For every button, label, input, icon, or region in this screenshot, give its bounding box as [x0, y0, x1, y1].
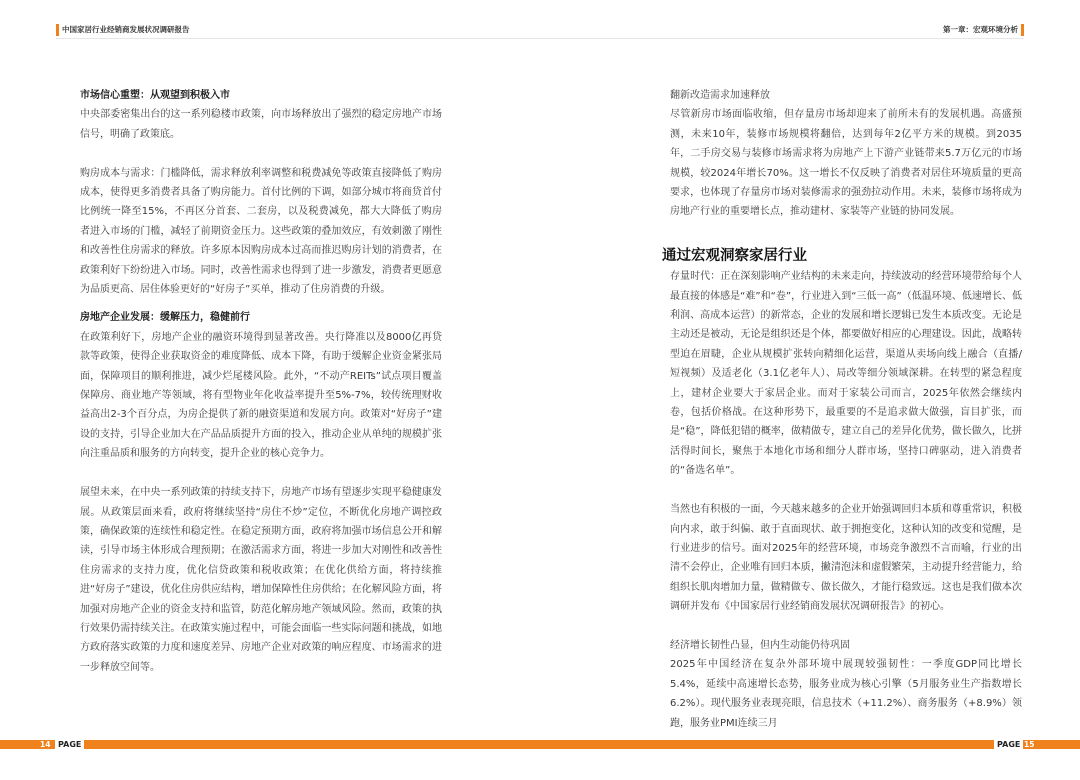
header-report-title: 中国家居行业经销商发展状况调研报告	[62, 25, 190, 34]
paragraph-purchase-cost: 购房成本与需求：门槛降低，需求释放利率调整和税费减免等政策直接降低了购房成本，使得更多消费者具备了购房能力。首付比例的下调，如部分城市将商贷首付比例统一降至15%，不再区分首套、二套房，以及税费减免，都大大降低了购房者进入市场的门槛，减轻了前期资金压力。这些政策的叠加效应，有效刺激了刚性和改善性住房需求的释放。许多原本因购房成本过高而推迟购房计划的消费者，在政策利好下纷纷进入市场。同时，改善性需求也得到了进一步激发，消费者更愿意为品质更高、居住体验更好的“好房子”买单，推动了住房消费的升级。	[80, 167, 442, 296]
header-accent-bar-right	[1021, 24, 1024, 36]
paragraph-policy-signal: 中央部委密集出台的这一系列稳楼市政策，向市场释放出了强烈的稳定房地产市场信号，明确了政策底。	[80, 109, 442, 140]
paragraph-stock-era: 存量时代：正在深刻影响产业结构的未来走向，持续波动的经营环境带给每个人最直接的体感是“难”和“卷”，行业进入到“三低一高”（低温环境、低速增长、低利润、高成本运营）的新常态，企业的发展和增长逻辑已发生本质改变。无论是主动还是被动，无论是组织还是个体，都要做好相应的心理建设。因此，战略转型迫在眉睫，企业从规模扩张转向精细化运营，渠道从卖场向线上融合（直播/短视频）及适老化（3.1亿老年人）、局改等细分领域深耕。在转型的紧急程度上，建材企业要大于家居企业。而对于家装公司而言，2025年依然会继续内卷，包括价格战。在这种形势下，最重要的不是追求做大做强，盲目扩张，而是“稳”，降低犯错的概率，做精做专，建立自己的差异化优势，做长做久，比拼活得时间长，聚焦于本地化市场和细分人群市场，坚持口碑驱动，进入消费者的“备选名单”。	[670, 271, 1022, 477]
header-chapter-title: 第一章：宏观环境分析	[943, 25, 1018, 34]
paragraph-renovation: 尽管新房市场面临收缩，但存量房市场却迎来了前所未有的发展机遇。高盛预测，未来10年，装修市场规模将翻倍，达到每年2亿平方米的规模。到2035年，二手房交易与装修市场需求将为房地产上下游产业链带来5.7万亿元的市场规模，较2024年增长70%。这一增长不仅反映了消费者对居住环境质量的更高要求，也体现了存量房市场对装修需求的强劲拉动作用。未来，装修市场将成为房地产行业的重要增长点，推动建材、家装等产业链的协同发展。	[670, 109, 1022, 218]
page-number-left: 14	[40, 740, 51, 749]
paragraph-outlook: 展望未来，在中央一系列政策的持续支持下，房地产市场有望逐步实现平稳健康发展。从政策层面来看，政府将继续坚持“房住不炒”定位，不断优化房地产调控政策，确保政策的连续性和稳定性。在稳定预期方面，政府将加强市场信息公开和解读，引导市场主体形成合理预期；在激活需求方面，将进一步加大对刚性和改善性住房需求的支持力度，优化信贷政策和税收政策；在优化供给方面，将持续推进“好房子”建设，优化住房供应结构，增加保障性住房供给；在化解风险方面，将加强对房地产企业的资金支持和监管，防范化解房地产领域风险。然而，政策的执行效果仍需持续关注。在政策实施过程中，可能会面临一些实际问题和挑战，如地方政府落实政策的力度和速度差异、房地产企业对政策的响应程度、市场需求的进一步释放空间等。	[80, 487, 442, 673]
subheading-economy: 经济增长韧性凸显，但内生动能仍待巩固	[670, 639, 850, 651]
subheading-renovation: 翻新改造需求加速释放	[670, 90, 770, 101]
header-divider	[56, 38, 1024, 39]
page-label-left: PAGE	[55, 740, 84, 749]
paragraph-financing: 在政策利好下，房地产企业的融资环境得到显著改善。央行降准以及8000亿再贷款等政策，使得企业获取资金的难度降低、成本下降，有助于缓解企业资金紧张局面，保障项目的顺利推进，减少烂尾楼风险。此外，“不动产REITs”试点项目覆盖保障房、商业地产等领域，将有型物业年化收益率提升至5%-7%，较传统理财收益高出2-3个百分点，为房企提供了新的融资渠道和发展方向。政策对“好房子”建设的支持，引导企业加大在产品品质提升方面的投入，推动企业从单纯的规模扩张向注重品质和服务的方向转变，提升企业的核心竞争力。	[80, 331, 442, 460]
right-page-column	[658, 86, 1022, 733]
paragraph-positive-side: 当然也有积极的一面，今天越来越多的企业开始强调回归本质和尊重常识，积极向内求，敢于纠偏、敢于直面现状、敢于拥抱变化，这种认知的改变和觉醒，是行业进步的信号。面对2025年的经营环境，市场竞争激烈不言而喻，行业的出清不会停止，企业唯有回归本质，撇清泡沫和虚假繁荣，主动提升经营能力，给组织长肌肉增加力量，做精做专、做长做久，才能行稳致远。这也是我们做本次调研并发布《中国家居行业经销商发展状况调研报告》的初心。	[670, 504, 1022, 613]
page-label-right: PAGE	[994, 740, 1023, 749]
paragraph-economy: 2025年中国经济在复杂外部环境中展现较强韧性：一季度GDP同比增长5.4%，延续中高速增长态势，服务业成为核心引擎（5月服务业生产指数增长6.2%）。现代服务业表现亮眼，信息技术（+11.2%）、商务服务（+8.9%）领跑，服务业PMI连续三月	[670, 659, 1022, 729]
section-heading-market-confidence: 市场信心重塑：从观望到积极入市	[80, 90, 230, 101]
header-accent-bar-left	[56, 24, 59, 36]
page-number-right: 15	[1024, 740, 1035, 749]
section-heading-developer: 房地产企业发展：缓解压力，稳健前行	[80, 312, 250, 324]
left-page-column	[68, 86, 442, 677]
main-section-heading: 通过宏观洞察家居行业	[662, 248, 807, 265]
